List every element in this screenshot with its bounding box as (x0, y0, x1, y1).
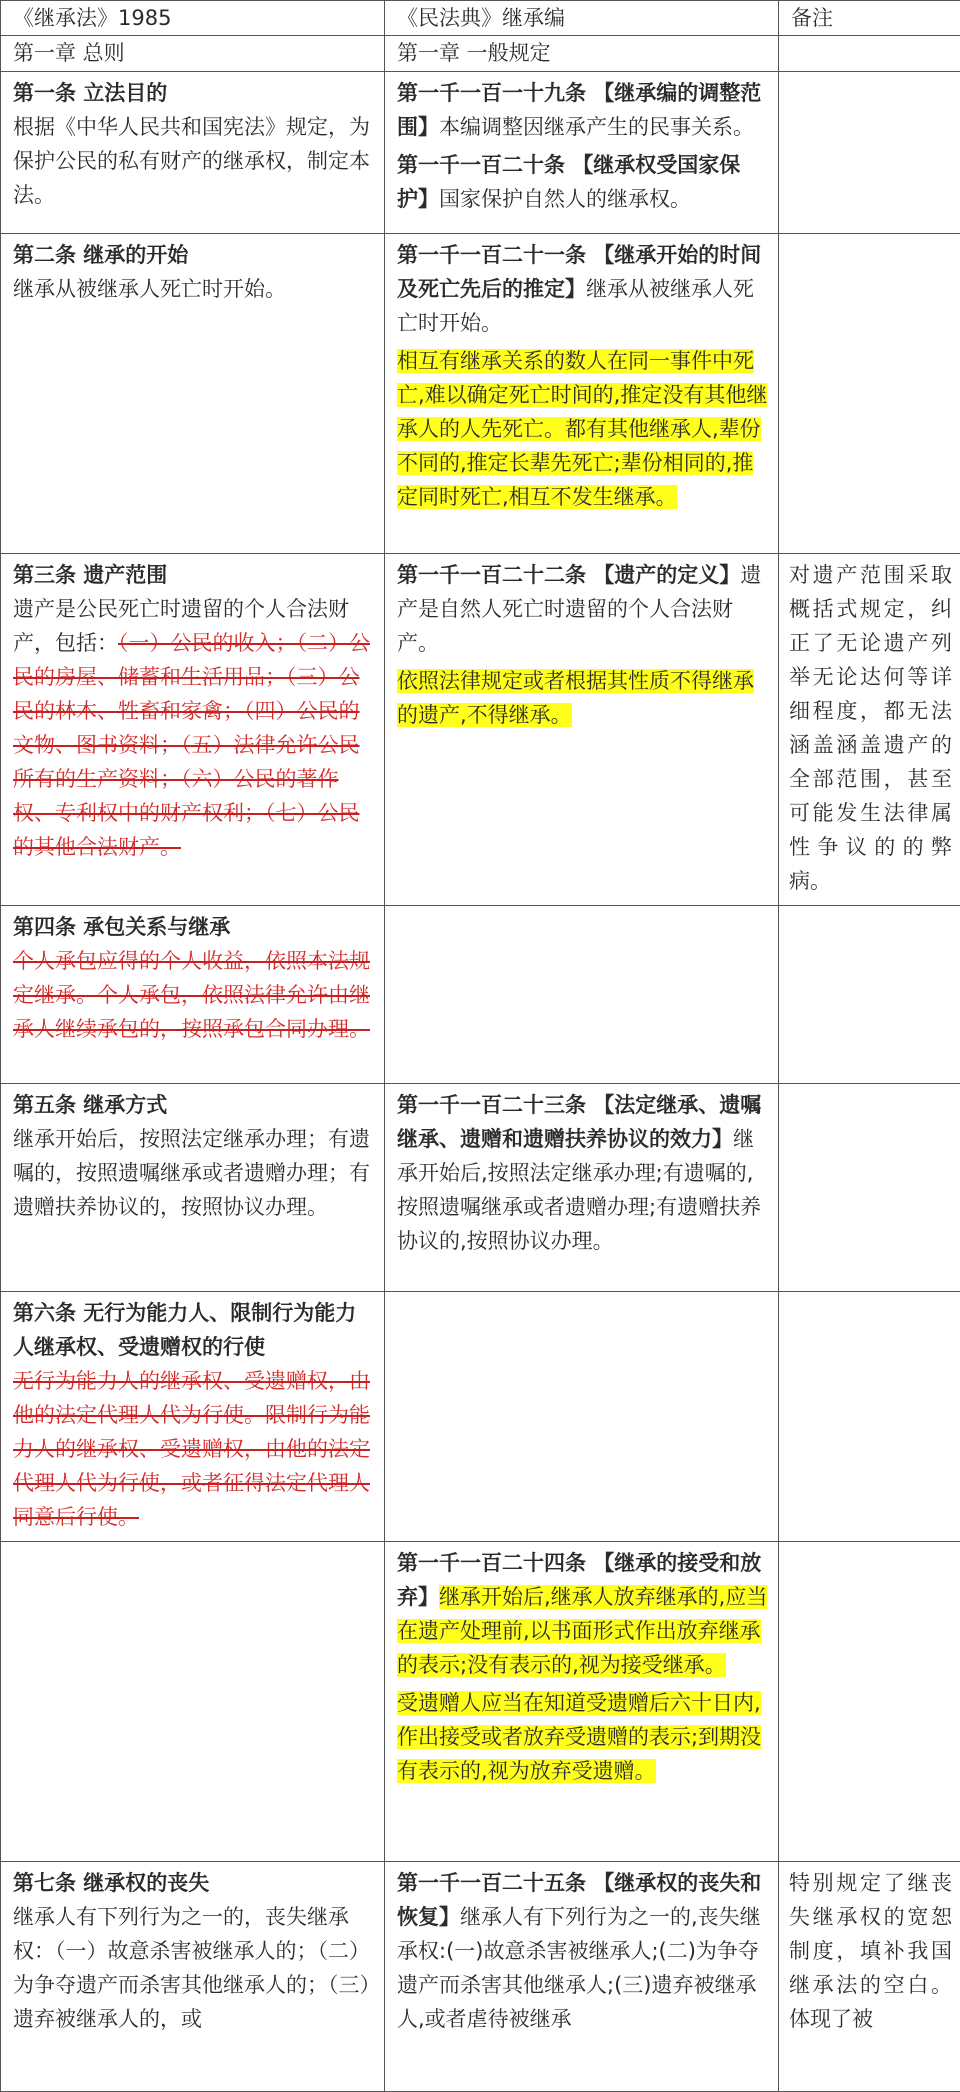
note-cell (779, 1542, 960, 1862)
new-article-text: 遗产是自然人死亡时遗留的个人合法财产。 (397, 563, 761, 655)
new-article-cell (385, 234, 779, 554)
note-cell (779, 906, 960, 1084)
new-article-text: 国家保护自然人的继承权。 (439, 187, 691, 211)
new-article-cell (385, 1542, 779, 1862)
new-article-text: 继承开始后,按照法定继承办理;有遗嘱的,按照遗嘱继承或者遗赠办理;有遗赠扶养协议的,按照协议办理。 (397, 1127, 761, 1253)
article-row-5 (1, 1084, 960, 1292)
deleted-text: 无行为能力人的继承权、受遗赠权，由他的法定代理人代为行使。限制行为能力人的继承权、受遗赠权，由他的法定代理人代为行使，或者征得法定代理人同意后行使。 (13, 1369, 370, 1529)
old-article-cell (1, 1292, 385, 1542)
highlighted-added-text: 继承开始后,继承人放弃继承的,应当在遗产处理前,以书面形式作出放弃继承的表示;没有表示的,视为接受继承。 (397, 1585, 767, 1677)
header-civil-code: 《民法典》继承编 (385, 1, 779, 36)
deleted-text: （一）公民的收入；（二）公民的房屋、储蓄和生活用品；（三）公民的林木、牲畜和家禽；（四）公民的文物、图书资料；（五）法律允许公民所有的生产资料；（六）公民的著作权、专利权中的财产权利；（七）公民的其他合法财产。 (13, 631, 370, 859)
article-row-2 (1, 234, 960, 554)
header-old-law: 《继承法》1985 (1, 1, 385, 36)
old-article-text: 继承人有下列行为之一的，丧失继承权：（一）故意杀害被继承人的；（二）为争夺遗产而杀害其他继承人的；（三）遗弃被继承人的，或 (13, 1900, 374, 2036)
new-article-title: 第一千一百二十二条 【遗产的定义】 (397, 563, 740, 587)
old-article-cell (1, 1084, 385, 1292)
old-article-title: 第一条 立法目的 (13, 76, 374, 110)
note-cell (779, 1292, 960, 1542)
old-article-cell (1, 72, 385, 234)
highlighted-added-text: 相互有继承关系的数人在同一事件中死亡,难以确定死亡时间的,推定没有其他继承人的人先死亡。都有其他继承人,辈份不同的,推定长辈先死亡;辈份相同的,推定同时死亡,相互不发生继承。 (397, 349, 767, 509)
new-article-cell (385, 72, 779, 234)
header-notes: 备注 (779, 1, 960, 36)
new-article-cell (385, 1084, 779, 1292)
new-article-title: 第一千一百二十五条 【继承权的丧失和恢复】 (397, 1871, 761, 1929)
new-article-title: 第一千一百二十条 【继承权受国家保护】 (397, 153, 740, 211)
note-cell (779, 1084, 960, 1292)
old-article-title: 第二条 继承的开始 (13, 238, 374, 272)
old-article-cell (1, 234, 385, 554)
note-cell: 对遗产范围采取概括式规定，纠正了无论遗产列举无论达何等详细程度，都无法涵盖涵盖遗产的全部范围，甚至可能发生法律属性争议的的弊病。 (779, 554, 960, 906)
old-article-title: 第六条 无行为能力人、限制行为能力人继承权、受遗赠权的行使 (13, 1296, 374, 1364)
article-row-1 (1, 72, 960, 234)
old-article-cell (1, 906, 385, 1084)
article-row-4 (1, 906, 960, 1084)
header-row (1, 1, 960, 36)
new-article-title: 第一千一百一十九条 【继承编的调整范围】 (397, 81, 761, 139)
chapter-old: 第一章 总则 (1, 36, 385, 72)
new-article-text: 继承从被继承人死亡时开始。 (397, 277, 754, 335)
deleted-text: 个人承包应得的个人收益，依照本法规定继承。个人承包，依照法律允许由继承人继续承包的，按照承包合同办理。 (13, 949, 370, 1041)
note-cell: 特别规定了继丧失继承权的宽恕制度，填补我国继承法的空白。体现了被 (779, 1862, 960, 2092)
chapter-new: 第一章 一般规定 (385, 36, 779, 72)
chapter-note (779, 36, 960, 72)
old-article-text: 继承从被继承人死亡时开始。 (13, 272, 374, 306)
new-article-cell (385, 554, 779, 906)
new-article-cell (385, 906, 779, 1084)
article-row-6 (1, 1292, 960, 1542)
highlighted-added-text: 依照法律规定或者根据其性质不得继承的遗产,不得继承。 (397, 669, 754, 727)
old-article-title: 第三条 遗产范围 (13, 558, 374, 592)
article-row-7 (1, 1542, 960, 1862)
new-article-cell (385, 1292, 779, 1542)
old-article-text: 遗产是公民死亡时遗留的个人合法财产，包括： (13, 597, 349, 655)
old-article-text: 继承开始后，按照法定继承办理；有遗嘱的，按照遗嘱继承或者遗赠办理；有遗赠扶养协议的，按照协议办理。 (13, 1122, 374, 1224)
article-row-8 (1, 1862, 960, 2092)
new-article-title: 第一千一百二十三条 【法定继承、遗嘱继承、遗赠和遗赠扶养协议的效力】 (397, 1093, 761, 1151)
old-article-title: 第五条 继承方式 (13, 1088, 374, 1122)
new-article-title: 第一千一百二十四条 【继承的接受和放弃】 (397, 1551, 761, 1609)
old-article-cell (1, 1542, 385, 1862)
old-article-cell (1, 554, 385, 906)
chapter-row (1, 36, 960, 72)
old-article-title: 第七条 继承权的丧失 (13, 1866, 374, 1900)
old-article-text: 根据《中华人民共和国宪法》规定，为保护公民的私有财产的继承权，制定本法。 (13, 110, 374, 212)
new-article-text: 继承人有下列行为之一的,丧失继承权:(一)故意杀害被继承人;(二)为争夺遗产而杀害其他继承人;(三)遗弃被继承人,或者虐待被继承 (397, 1905, 761, 2031)
old-article-title: 第四条 承包关系与继承 (13, 910, 374, 944)
article-row-3 (1, 554, 960, 906)
note-cell (779, 234, 960, 554)
new-article-text: 本编调整因继承产生的民事关系。 (439, 115, 754, 139)
highlighted-added-text: 受遗赠人应当在知道受遗赠后六十日内,作出接受或者放弃受遗赠的表示;到期没有表示的,视为放弃受遗赠。 (397, 1691, 761, 1783)
new-article-cell (385, 1862, 779, 2092)
note-cell (779, 72, 960, 234)
old-article-cell (1, 1862, 385, 2092)
new-article-title: 第一千一百二十一条 【继承开始的时间及死亡先后的推定】 (397, 243, 761, 301)
